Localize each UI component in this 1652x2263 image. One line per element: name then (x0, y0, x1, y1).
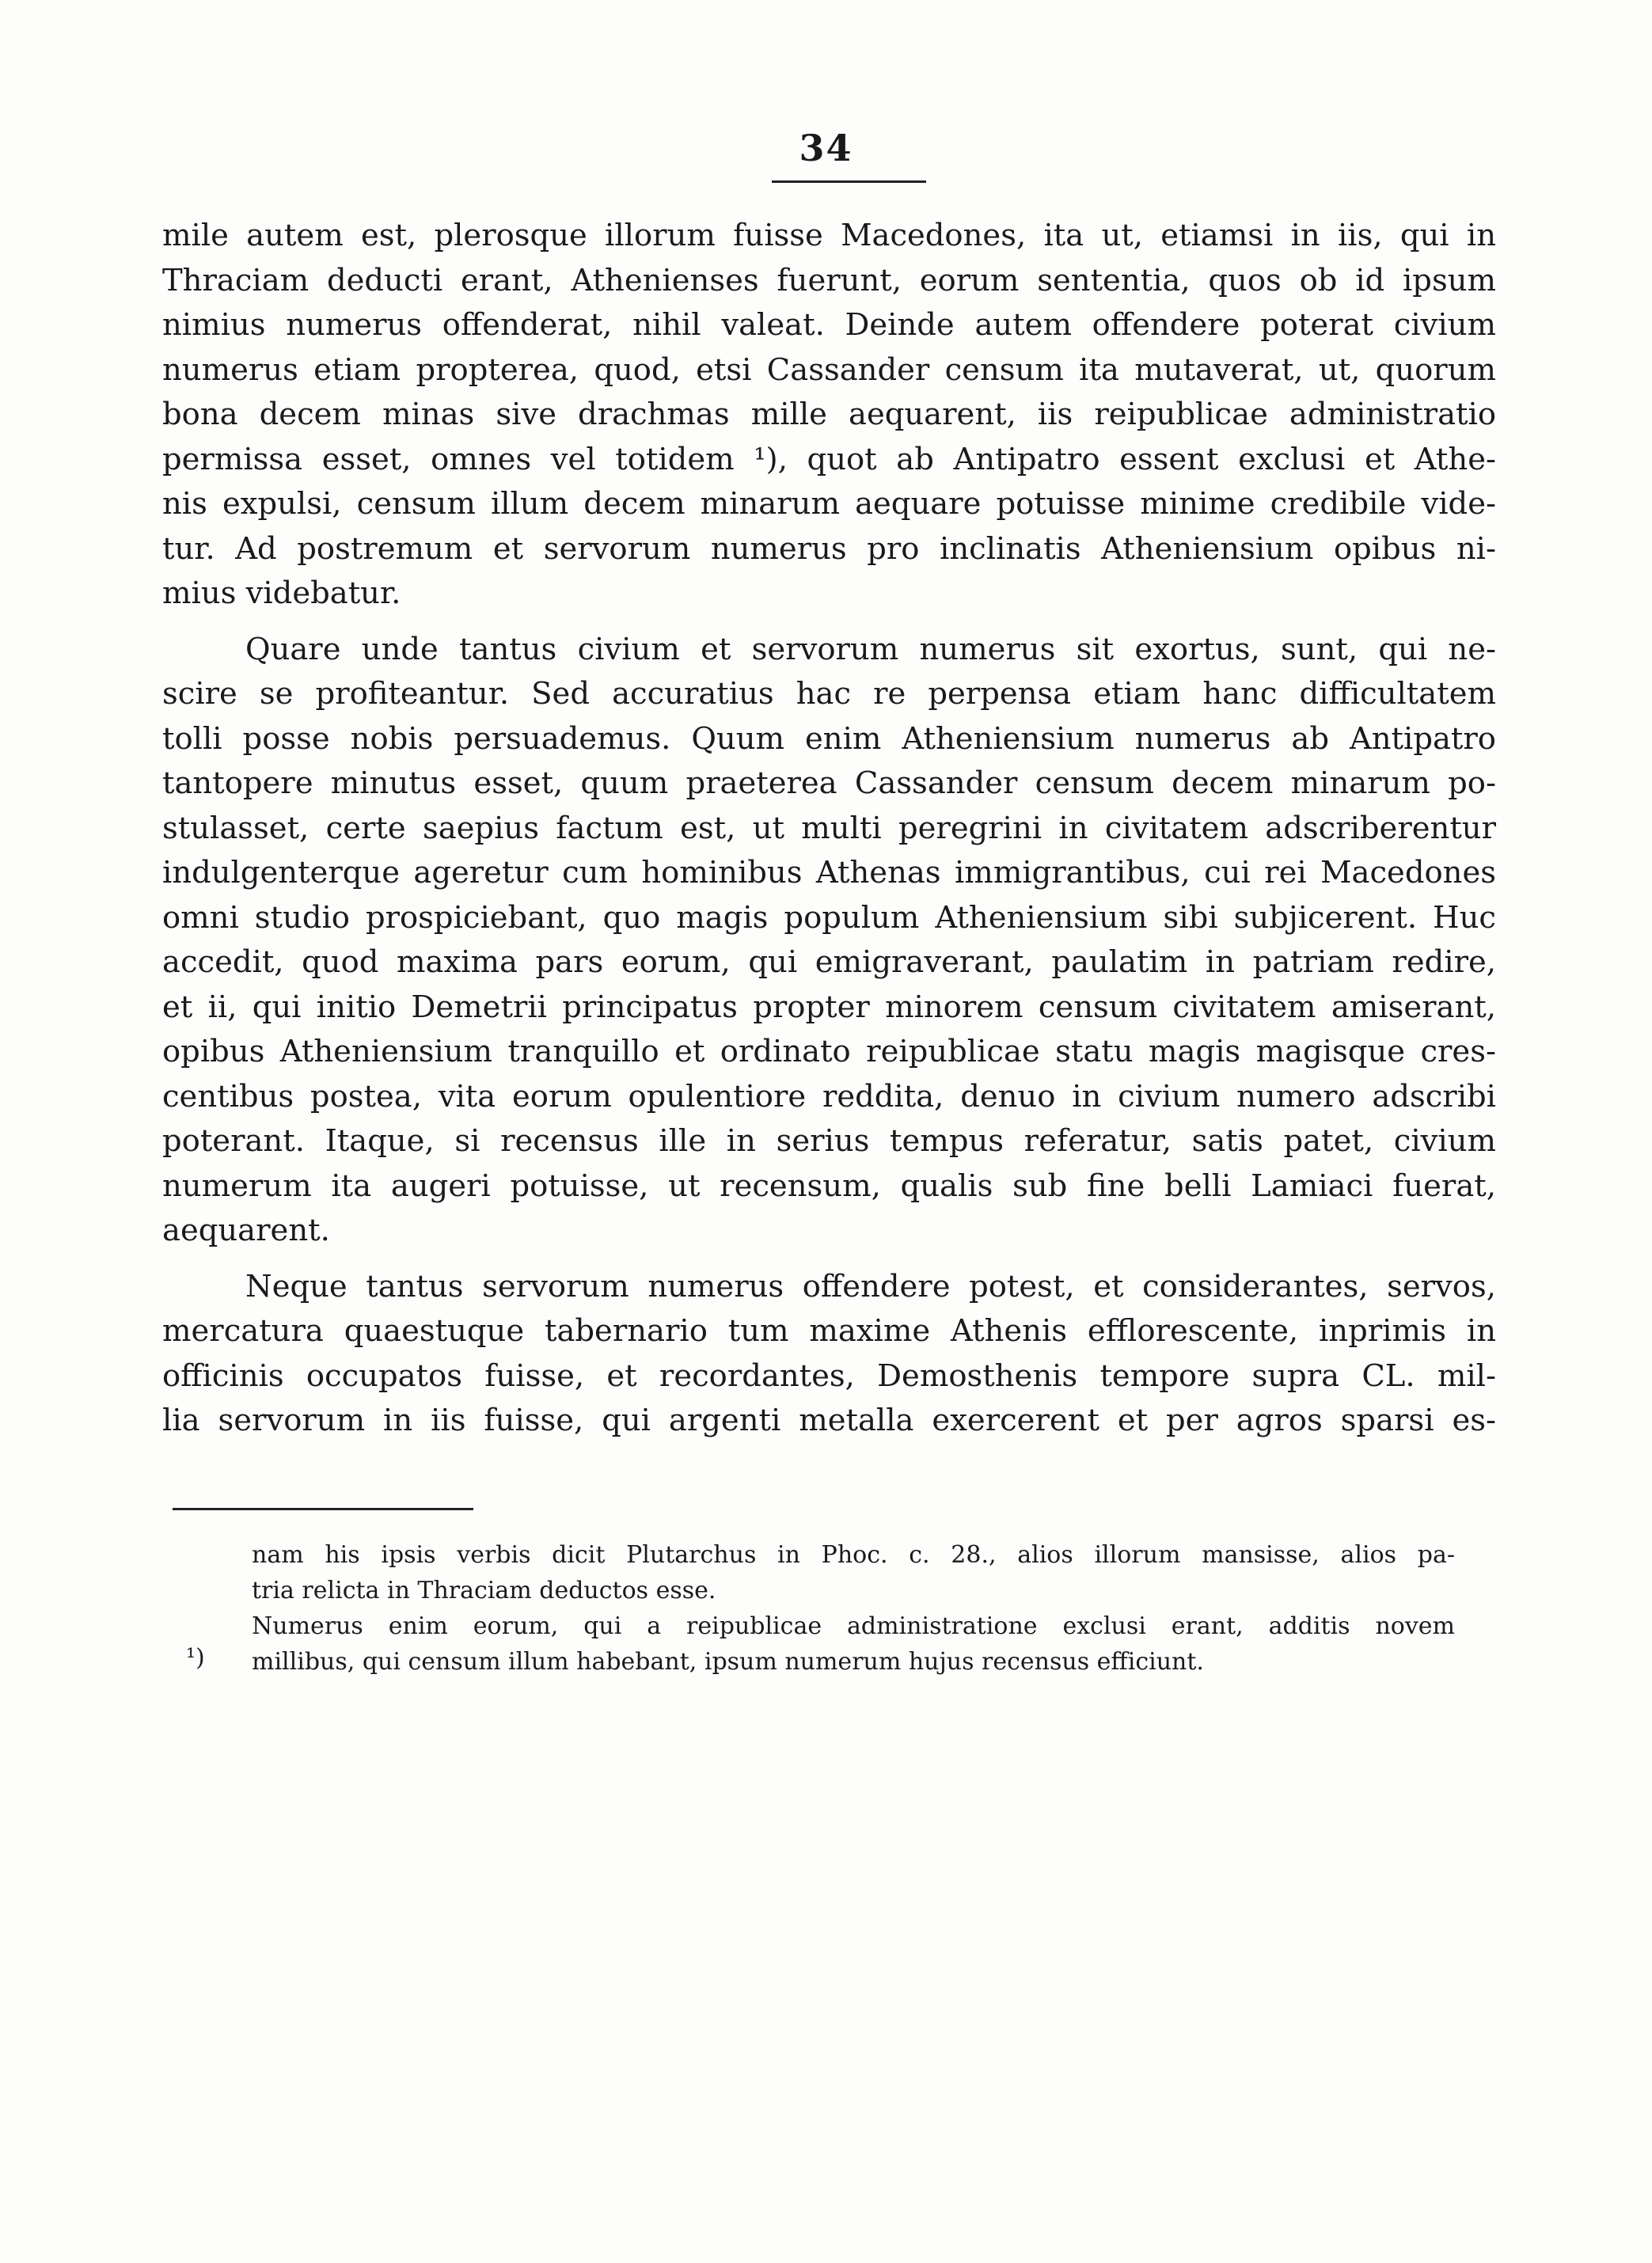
footnotes (252, 1537, 1455, 1680)
page-number-rule (772, 180, 926, 183)
text-line: tantopere minutus esset, quum praeterea Cassander censum decem minarum po- (162, 765, 1496, 801)
text-line: Neque tantus servorum numerus offendere potest, et considerantes, servos, (245, 1268, 1496, 1304)
footnote-line: millibus, qui censum illum habebant, ipsum numerum hujus recensus efficiunt. (252, 1648, 1204, 1676)
text-line: omni studio prospiciebant, quo magis populum Atheniensium sibi subjicerent. Huc (162, 899, 1496, 936)
text-line: nis expulsi, censum illum decem minarum aequare potuisse minime credibile vide- (162, 486, 1496, 522)
text-line: poterant. Itaque, si recensus ille in serius tempus referatur, satis patet, civium (162, 1123, 1496, 1159)
text-line: officinis occupatos fuisse, et recordantes, Demosthenis tempore supra CL. mil- (162, 1357, 1496, 1394)
page-number: 34 (799, 127, 853, 169)
text-line: indulgenterque ageretur cum hominibus Athenas immigrantibus, cui rei Macedones (162, 855, 1496, 890)
text-line: Quare unde tantus civium et servorum numerus sit exortus, sunt, qui ne- (245, 631, 1496, 667)
text-line: mius videbatur. (162, 575, 401, 611)
text-line: numerus etiam propterea, quod, etsi Cassander censum ita mutaverat, ut, quorum (162, 351, 1496, 388)
text-line: bona decem minas sive drachmas mille aequarent, iis reipublicae administratio (162, 397, 1496, 432)
footnote-line: Numerus enim eorum, qui a reipublicae administratione exclusi erant, additis novem (252, 1612, 1455, 1640)
text-line: nimius numerus offenderat, nihil valeat. Deinde autem offendere poterat civium (162, 307, 1496, 343)
text-line: opibus Atheniensium tranquillo et ordinato reipublicae statu magis magisque cres- (162, 1034, 1496, 1069)
text-line: centibus postea, vita eorum opulentiore reddita, denuo in civium numero adscribi (162, 1078, 1496, 1114)
footnote-marker: ¹) (186, 1644, 205, 1672)
text-line: mercatura quaestuque tabernario tum maxime Athenis efflorescente, inprimis in (162, 1313, 1496, 1349)
text-line: permissa esset, omnes vel totidem ¹), quot ab Antipatro essent exclusi et Athe- (162, 441, 1496, 477)
text-line: numerum ita augeri potuisse, ut recensum, qualis sub fine belli Lamiaci fuerat, (162, 1168, 1496, 1204)
text-line: mile autem est, plerosque illorum fuisse Macedones, ita ut, etiamsi in iis, qui in (162, 218, 1496, 253)
footnote-rule (173, 1508, 473, 1510)
text-line: tur. Ad postremum et servorum numerus pro inclinatis Atheniensium opibus ni- (162, 530, 1496, 567)
text-line: accedit, quod maxima pars eorum, qui emigraverant, paulatim in patriam redire, (162, 944, 1496, 980)
text-line: scire se profiteantur. Sed accuratius hac re perpensa etiam hanc difficultatem (162, 676, 1496, 712)
text-line: aequarent. (162, 1213, 330, 1248)
text-line: stulasset, certe saepius factum est, ut multi peregrini in civitatem adscriberentur (162, 810, 1496, 846)
text-line: lia servorum in iis fuisse, qui argenti metalla exercerent et per agros sparsi es- (162, 1403, 1496, 1438)
text-line: et ii, qui initio Demetrii principatus propter minorem censum civitatem amiserant, (162, 989, 1496, 1025)
body-text (162, 214, 1496, 1444)
footnote-line: nam his ipsis verbis dicit Plutarchus in Phoc. c. 28., alios illorum mansisse, alios pa- (252, 1541, 1455, 1569)
text-line: Thraciam deducti erant, Athenienses fuerunt, eorum sententia, quos ob id ipsum (162, 262, 1496, 298)
text-line: tolli posse nobis persuademus. Quum enim Atheniensium numerus ab Antipatro (162, 720, 1496, 757)
footnote-line: tria relicta in Thraciam deductos esse. (252, 1577, 716, 1604)
